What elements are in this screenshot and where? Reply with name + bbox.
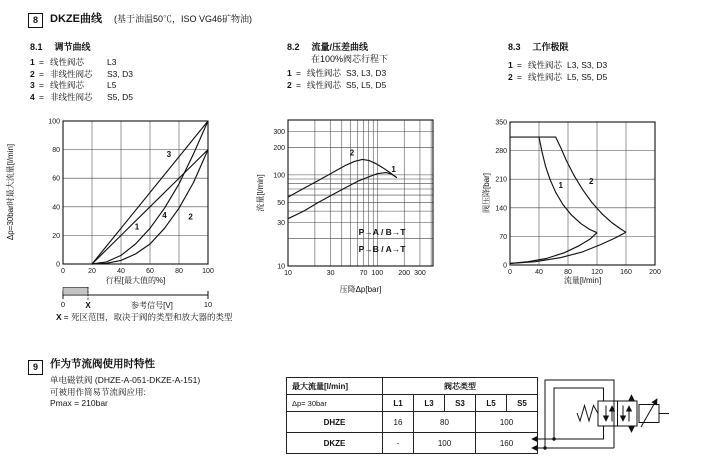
subsection-8-1-heading xyxy=(30,40,91,53)
table-header-max-flow: 最大流量[l/min] xyxy=(287,378,383,395)
x-tick-label: 200 xyxy=(649,269,661,276)
x-axis-label: 行程[最大值的%] xyxy=(105,276,166,285)
curve-label: 1 xyxy=(558,181,563,191)
curve-label: 4 xyxy=(162,211,167,221)
deadband-note-text: = 死区范围，取决于阀的类型和放大器的类型 xyxy=(63,312,233,322)
legend-item: 2 = 线性阀芯 L5, S5, D5 xyxy=(508,71,608,82)
scale-axis-label: 参考信号[V] xyxy=(131,301,173,310)
y-tick-label: 140 xyxy=(495,205,507,213)
subsection-8-1-title: 调节曲线 xyxy=(54,42,91,52)
x-tick-label: 40 xyxy=(117,268,125,275)
legend-item: 1 = 线性阀芯 S3, L3, D3 xyxy=(287,68,387,78)
deadband-marker-label: X xyxy=(85,301,91,310)
x-axis-label: 流量[l/min] xyxy=(563,276,602,285)
y-axis-label: 阀压降[bar] xyxy=(482,172,491,214)
legend-item: 1 = 线性阀芯 L3 xyxy=(30,57,117,67)
section-9-header xyxy=(28,357,43,375)
reference-signal-scale xyxy=(61,287,212,310)
legend-8-1 xyxy=(30,57,133,103)
table-cell: 100 xyxy=(476,412,538,433)
subsection-8-1-number: 8.1 xyxy=(30,42,43,52)
y-tick-label: 100 xyxy=(273,172,285,180)
table-row-dkze xyxy=(287,433,538,454)
table-cell: 80 xyxy=(414,412,476,433)
legend-item: 3 = 线性阀芯 L5 xyxy=(30,80,117,90)
table-header-row-1 xyxy=(287,378,538,395)
chart-flow-pressure-curves xyxy=(255,120,433,294)
y-tick-label: 10 xyxy=(277,263,285,271)
y-axis-label: Δp=30bar时最大流量[l/min] xyxy=(6,143,15,241)
scale-min-label: 0 xyxy=(60,300,66,309)
section-8-number-box: 8 xyxy=(28,13,43,28)
junction-dot xyxy=(543,446,546,449)
x-tick-label: 0 xyxy=(61,268,65,275)
max-flow-table xyxy=(286,377,538,454)
legend-item: 2 = 线性阀芯 S5, L5, D5 xyxy=(287,79,387,90)
feedback-loop-inner xyxy=(554,388,604,439)
table-col-l5: L5 xyxy=(476,395,507,412)
subsection-8-2-title: 流量/压差曲线 xyxy=(311,42,369,52)
curve-label: 2 xyxy=(188,212,193,222)
table-cell: 16 xyxy=(383,412,414,433)
section-9-title: 作为节流阀使用时特性 xyxy=(50,358,155,370)
y-tick-label: 50 xyxy=(277,199,285,207)
section-9-line-1: 单电磁铁阀 (DHZE-A-051-DKZE-A-151) xyxy=(50,375,201,385)
legend-8-3 xyxy=(508,60,607,83)
junction-dot xyxy=(552,437,555,440)
table-header-dp: Δp= 30bar xyxy=(287,395,383,412)
curve-label: 3 xyxy=(166,149,172,159)
x-tick-label: 70 xyxy=(359,270,368,277)
y-tick-label: 80 xyxy=(52,147,60,155)
spring-icon xyxy=(577,406,598,422)
legend-item: 1 = 线性阀芯 L3, S3, D3 xyxy=(508,60,608,70)
y-tick-label: 200 xyxy=(273,144,285,152)
section-9-line-2: 可被用作简易节流阀应用: xyxy=(50,386,146,397)
curve-1 xyxy=(288,173,397,219)
subsection-8-2-number: 8.2 xyxy=(287,42,300,52)
y-tick-label: 210 xyxy=(495,176,507,184)
x-tick-label: 100 xyxy=(371,270,384,277)
table-col-s3: S3 xyxy=(445,395,476,412)
subsection-8-3-number: 8.3 xyxy=(508,42,521,52)
x-tick-label: 20 xyxy=(88,268,96,275)
table-cell: 100 xyxy=(414,433,476,454)
table-cell: 160 xyxy=(476,433,538,454)
section-8-header xyxy=(28,10,43,28)
chart-annotation: P→B / A→T xyxy=(358,244,406,255)
y-tick-label: 30 xyxy=(277,220,285,228)
y-tick-label: 300 xyxy=(273,128,285,136)
y-tick-label: 40 xyxy=(52,204,60,212)
x-tick-label: 30 xyxy=(326,270,335,277)
x-tick-label: 80 xyxy=(175,268,183,275)
y-tick-label: 60 xyxy=(52,175,60,183)
legend-item: 4 = 非线性阀芯 S5, D5 xyxy=(30,91,133,102)
chart-working-limits xyxy=(481,120,661,286)
section-8-subtitle: (基于油温50℃，ISO VG46矿物油) xyxy=(114,14,253,24)
curve-label: 1 xyxy=(134,222,140,232)
table-col-s5: S5 xyxy=(507,395,538,412)
y-tick-label: 70 xyxy=(499,233,507,241)
x-tick-label: 120 xyxy=(591,269,603,276)
section-8-title: DKZE曲线 xyxy=(50,13,102,25)
table-row-name: DHZE xyxy=(287,412,383,433)
deadband-bar xyxy=(63,288,88,296)
x-tick-label: 0 xyxy=(508,269,512,276)
curve-label: 2 xyxy=(588,177,594,187)
table-row-dhze xyxy=(287,412,538,433)
table-row-name: DKZE xyxy=(287,433,383,454)
deadband-note-prefix: X xyxy=(56,312,62,322)
deadband-note xyxy=(56,312,238,324)
x-tick-label: 80 xyxy=(564,269,572,276)
curves-charts-svg xyxy=(0,105,713,315)
chart-annotation: P→A / B→T xyxy=(358,226,406,237)
throttle-valve-symbol xyxy=(522,368,712,459)
x-tick-label: 100 xyxy=(202,268,214,275)
curve-label: 2 xyxy=(349,148,355,158)
curve-label: 1 xyxy=(391,164,396,174)
x-tick-label: 200 xyxy=(398,270,411,277)
x-tick-label: 300 xyxy=(414,270,426,277)
subsection-8-3-title: 工作极限 xyxy=(532,42,569,52)
x-axis-label: 压降Δp[bar] xyxy=(339,285,382,294)
x-tick-label: 10 xyxy=(284,270,292,277)
table-header-spool-type: 阀芯类型 xyxy=(383,378,538,395)
table-col-l1: L1 xyxy=(383,395,414,412)
subsection-8-2-subtitle: 在100%阀芯行程下 xyxy=(311,54,389,64)
scale-max-label: 10 xyxy=(203,300,213,309)
y-tick-label: 350 xyxy=(495,119,507,127)
x-tick-label: 160 xyxy=(620,269,632,276)
x-tick-label: 40 xyxy=(535,269,543,276)
y-tick-label: 20 xyxy=(52,232,60,240)
chart-regulation-curves xyxy=(5,119,214,286)
legend-item: 2 = 非线性阀芯 S3, D3 xyxy=(30,68,133,79)
table-cell: - xyxy=(383,433,414,454)
y-axis-label: 流量[l/min] xyxy=(256,174,265,212)
y-tick-label: 0 xyxy=(56,261,60,269)
x-tick-label: 60 xyxy=(146,268,154,275)
y-tick-label: 280 xyxy=(495,148,507,156)
table-header-row-2 xyxy=(287,395,538,412)
section-9-number-box: 9 xyxy=(28,360,43,375)
section-9-text xyxy=(50,375,200,410)
y-tick-label: 100 xyxy=(48,118,60,126)
table-col-l3: L3 xyxy=(414,395,445,412)
section-9-line-3: Pmax = 210bar xyxy=(50,398,108,408)
curve-2 xyxy=(288,159,397,197)
y-tick-label: 0 xyxy=(503,262,507,270)
legend-8-2 xyxy=(287,68,386,91)
subsection-8-3-heading xyxy=(508,40,569,53)
